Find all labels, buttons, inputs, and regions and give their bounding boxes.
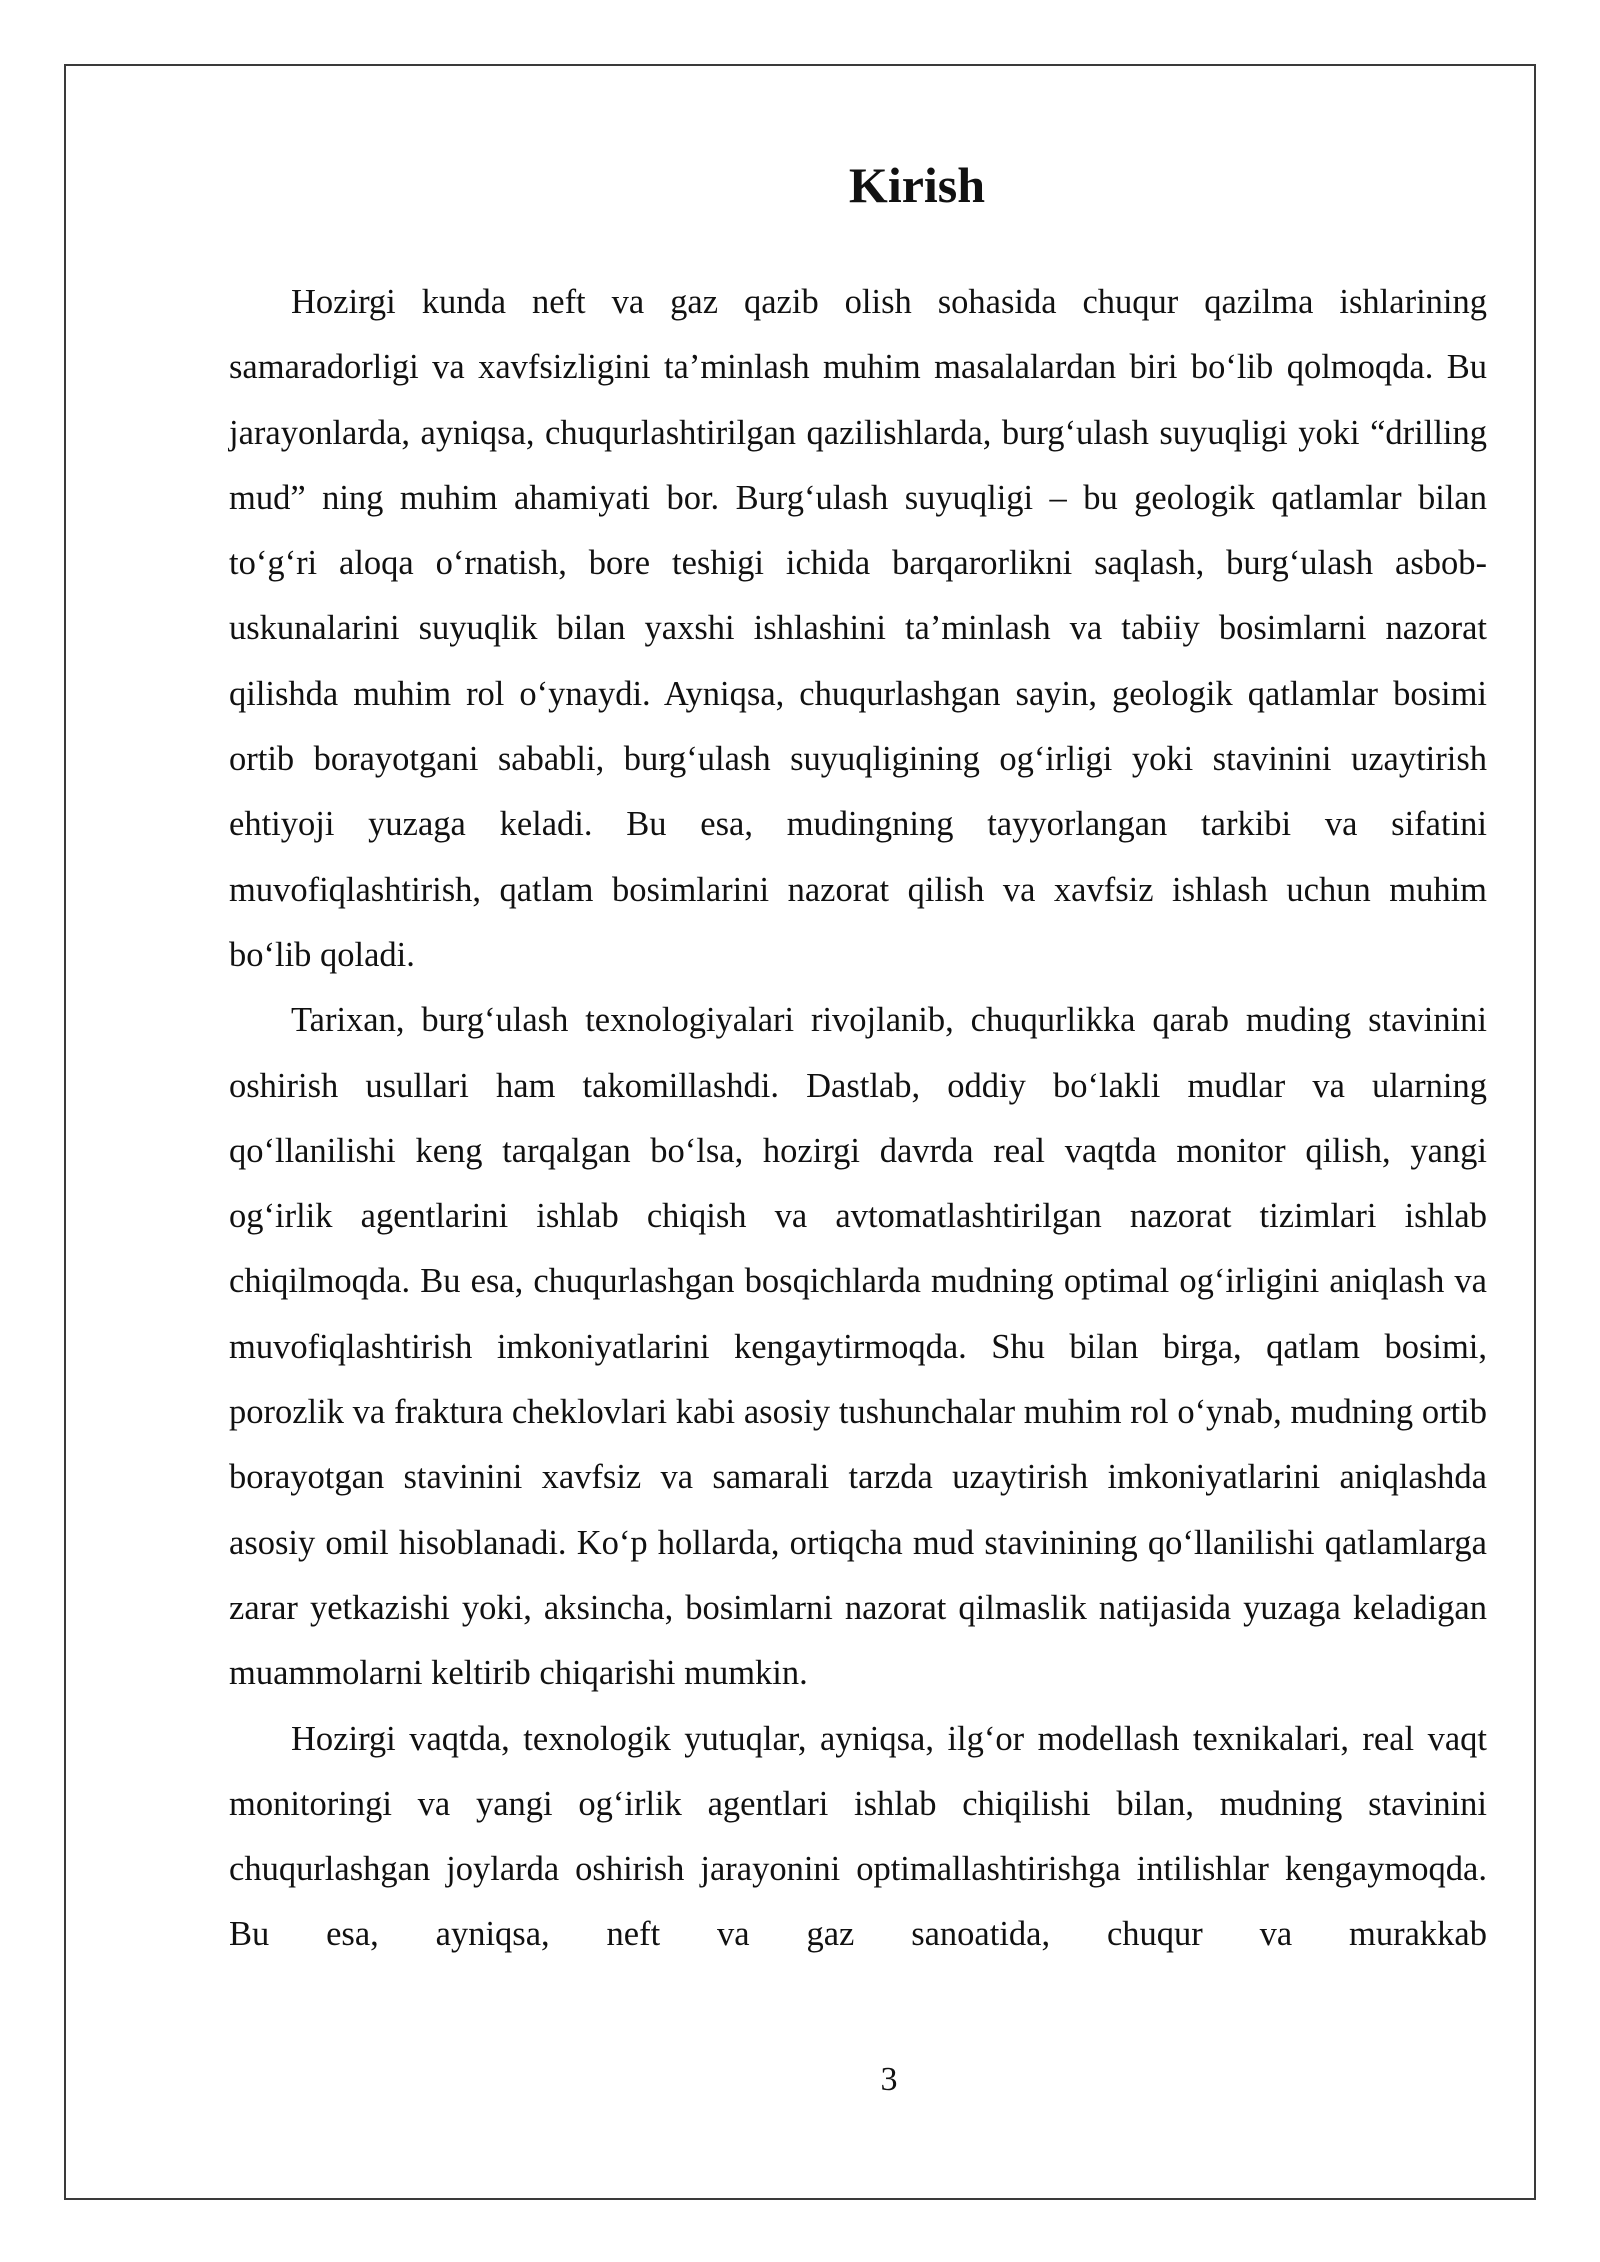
page-content	[229, 140, 1487, 1968]
page-number: 3	[880, 2061, 898, 2098]
page-title: Kirish	[848, 157, 986, 213]
paragraph-1: Hozirgi kunda neft va gaz qazib olish sohasida chuqur qazilma ishlarining samaradorligi va xavfsizligini ta’minlash muhim masalalardan biri bo‘lib qolmoqda. Bu jarayonlarda, ayniqsa, chuqurlashtirilgan qazilishlarda, burg‘ulash suyuqligi yoki “drilling mud” ning muhim ahamiyati bor. Burg‘ulash suyuqligi – bu geologik qatlamlar bilan to‘g‘ri aloqa o‘rnatish, bore teshigi ichida barqarorlikni saqlash, burg‘ulash asbob-uskunalarini suyuqlik bilan yaxshi ishlashini ta’minlash va tabiiy bosimlarni nazorat qilishda muhim rol o‘ynaydi. Ayniqsa, chuqurlashgan sayin, geologik qatlamlar bosimi ortib borayotgani sababli, burg‘ulash suyuqligining og‘irligi yoki stavinini uzaytirish ehtiyoji yuzaga keladi. Bu esa, mudingning tayyorlangan tarkibi va sifatini muvofiqlashtirish, qatlam bosimlarini nazorat qilish va xavfsiz ishlash uchun muhim bo‘lib qoladi.	[229, 283, 1487, 974]
paragraph-2: Tarixan, burg‘ulash texnologiyalari rivojlanib, chuqurlikka qarab muding stavinini oshirish usullari ham takomillashdi. Dastlab, oddiy bo‘lakli mudlar va ularning qo‘llanilishi keng tarqalgan bo‘lsa, hozirgi davrda real vaqtda monitor qilish, yangi og‘irlik agentlarini ishlab chiqish va avtomatlashtirilgan nazorat tizimlari ishlab chiqilmoqda. Bu esa, chuqurlashgan bosqichlarda mudning optimal og‘irligini aniqlash va muvofiqlashtirish imkoniyatlarini kengaytirmoqda. Shu bilan birga, qatlam bosimi, porozlik va fraktura cheklovlari kabi asosiy tushunchalar muhim rol o‘ynab, mudning ortib borayotgan stavinini xavfsiz va samarali tarzda uzaytirish imkoniyatlarini aniqlashda asosiy omil hisoblanadi. Ko‘p hollarda, ortiqcha mud stavinining qo‘llanilishi qatlamlarga zarar yetkazishi yoki, aksincha, bosimlarni nazorat qilmaslik natijasida yuzaga keladigan muammolarni keltirib chiqarishi mumkin.	[229, 1001, 1487, 1693]
body-text	[229, 270, 1487, 1968]
paragraph-3: Hozirgi vaqtda, texnologik yutuqlar, ayniqsa, ilg‘or modellash texnikalari, real vaqt monitoringi va yangi og‘irlik agentlari ishlab chiqilishi bilan, mudning stavinini chuqurlashgan joylarda oshirish jarayonini optimallashtirishga intilishlar kengaymoqda. Bu esa, ayniqsa, neft va gaz sanoatida, chuqur va murakkab	[229, 1719, 1487, 1954]
